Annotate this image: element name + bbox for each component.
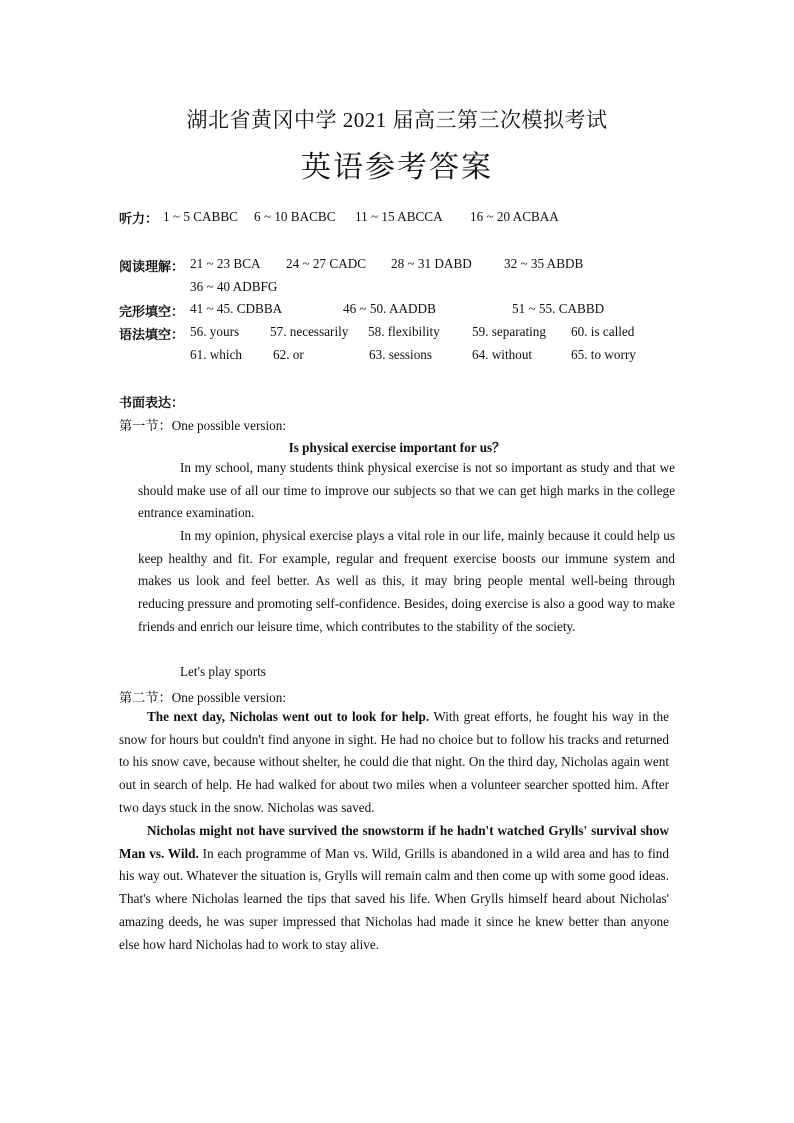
answer-item: 11 ~ 15 ABCCA xyxy=(355,209,443,224)
answer-item: 1 ~ 5 CABBC xyxy=(163,209,238,224)
grammar-label: 语法填空： xyxy=(119,328,185,343)
answer-item: 21 ~ 23 BCA xyxy=(190,256,261,271)
answer-item: 63. sessions xyxy=(369,347,433,362)
part2-label: 第二节：One possible version: xyxy=(119,690,287,705)
paragraph-body: With great efforts, he fought his way in the snow for hours but couldn't find anyone in sight. He had no choice but to follow his tracks and returned to his snow cave, because without shelter, he could die that night. On the third day, Nicholas again went out in search of help. He had walked for about two miles when a volunteer searcher spotted him. After two days stuck in the snow. Nicholas was saved. xyxy=(119,709,670,815)
answer-item: 64. without xyxy=(472,347,533,362)
answer-item: 61. which xyxy=(190,347,243,362)
answer-item: 32 ~ 35 ABDB xyxy=(504,256,584,271)
continuation-paragraph xyxy=(119,820,669,956)
answer-item: 51 ~ 55. CABBD xyxy=(512,301,605,316)
answer-item: 56. yours xyxy=(190,324,240,339)
answer-item: 57. necessarily xyxy=(270,324,349,339)
answer-item: 6 ~ 10 BACBC xyxy=(254,209,336,224)
answer-item: 62. or xyxy=(273,347,304,362)
essay-paragraph: In my opinion, physical exercise plays a vital role in our life, mainly because it could help us keep healthy and fit. For example, regular and frequent exercise boosts our immune system and makes us look and feel better. As well as this, it may bring people mental well-being through reducing pressure and promoting self-confidence. Besides, doing exercise is also a good way to make friends and enrich our leisure time, which contributes to the stability of the society. xyxy=(138,528,675,634)
answer-item: 46 ~ 50. AADDB xyxy=(343,301,436,316)
continuation-paragraph xyxy=(119,706,669,820)
essay-title: Is physical exercise important for us？ xyxy=(288,440,506,455)
answer-item: 28 ~ 31 DABD xyxy=(391,256,472,271)
lead-sentence: The next day, Nicholas went out to look for help. xyxy=(147,709,430,724)
page-title: 湖北省黄冈中学 2021 届高三第三次模拟考试 xyxy=(186,108,608,132)
answer-item: 24 ~ 27 CADC xyxy=(286,256,367,271)
listening-label: 听力： xyxy=(119,212,159,227)
answer-item: 41 ~ 45. CDBBA xyxy=(190,301,283,316)
lead-sentence: Nicholas might not have survived the snowstorm if he hadn't watched Grylls' survival show Man vs. Wild. xyxy=(119,823,669,861)
reading-label: 阅读理解： xyxy=(119,260,185,275)
essay-closing: Let's play sports xyxy=(180,664,266,679)
cloze-label: 完形填空： xyxy=(119,305,185,320)
answer-item: 65. to worry xyxy=(571,347,636,362)
answer-item: 58. flexibility xyxy=(368,324,440,339)
answer-item: 59. separating xyxy=(472,324,546,339)
paragraph-body: In each programme of Man vs. Wild, Grills is abandoned in a wild area and has to find his way out. Whatever the situation is, Grylls will remain calm and then come up with some good ideas. That's where Nicholas learned the tips that saved his life. When Grylls himself heard about Nicholas' amazing deeds, he was super impressed that Nicholas had made it since he knew better than anyone else how hard Nicholas had to work to stay alive. xyxy=(119,845,669,952)
answer-item: 16 ~ 20 ACBAA xyxy=(470,209,559,224)
writing-heading: 书面表达： xyxy=(119,396,185,411)
page-subtitle: 英语参考答案 xyxy=(301,151,493,184)
part1-label: 第一节：One possible version: xyxy=(119,418,287,433)
answer-item: 36 ~ 40 ADBFG xyxy=(190,279,278,294)
answer-item: 60. is called xyxy=(571,324,635,339)
essay-paragraph: In my school, many students think physical exercise is not so important as study and that we should make use of all our time to improve our subjects so that we can get high marks in the college entrance examination. xyxy=(138,460,675,521)
